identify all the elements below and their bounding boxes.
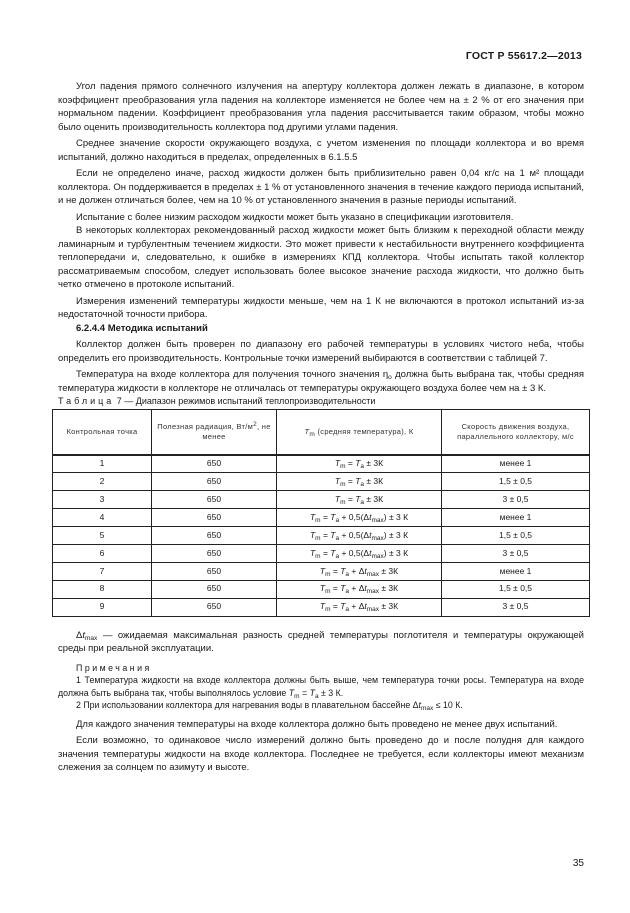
cell-mean-temperature-formula: $T_m = T_a + 0,5(\Delta t_{max}) \pm 3$ К (277, 509, 442, 527)
paragraph-flow-rate: Если не определено иначе, расход жидкости должен быть приблизительно равен 0,04 кг/с на 1 м² площади коллектора. Он поддерживается в пределах ± 1 % от установленного значения в течение каждого периода испытаний, и не должен отличаться более, чем на 10 % от установленного значения в разные периоды испытаний. (58, 168, 584, 206)
notes-title: Примечания (76, 662, 152, 673)
table-row (53, 527, 590, 545)
table-caption: Таблица 7 — Диапазон режимов испытаний теплопроизводительности (58, 396, 376, 406)
cell-control-point: 8 (53, 580, 152, 598)
paragraph-two-tests: Для каждого значения температуры на входе коллектора должно быть проведено не менее двух испытаний. (76, 718, 558, 730)
page-number: 35 (572, 858, 584, 869)
note-1: 1 Температура жидкости на входе коллектора должны быть выше, чем температура точки росы. Температура на входе должна быть выбрана так, чтобы выполнялось условие $T_m = T_a \pm 3$ К. (58, 675, 584, 700)
table-row (53, 473, 590, 491)
cell-radiation: 650 (152, 491, 277, 509)
cell-mean-temperature-formula: $T_m = T_a + 0,5(\Delta t_{max}) \pm 3$ К (277, 527, 442, 545)
table-row (53, 580, 590, 598)
cell-radiation: 650 (152, 473, 277, 491)
table-row (53, 544, 590, 562)
cell-mean-temperature-formula: $T_m = T_a \pm 3К$ (277, 473, 442, 491)
cell-air-speed: 1,5 ± 0,5 (442, 527, 590, 545)
cell-radiation: 650 (152, 509, 277, 527)
table-header-row (53, 409, 590, 455)
cell-control-point: 2 (53, 473, 152, 491)
cell-radiation: 650 (152, 527, 277, 545)
cell-mean-temperature-formula: $T_m = T_a \pm 3К$ (277, 455, 442, 473)
cell-air-speed: 1,5 ± 0,5 (442, 473, 590, 491)
paragraph-measurement-precision: Измерения изменений температуры жидкости меньше, чем на 1 К не включаются в протокол испытаний из-за недостаточной точности прибора. (58, 295, 584, 320)
page-body (58, 80, 584, 775)
cell-control-point: 6 (53, 544, 152, 562)
cell-mean-temperature-formula: $T_m = T_a + \Delta t_{max} \pm 3К$ (277, 598, 442, 616)
cell-air-speed: 1,5 ± 0,5 (442, 580, 590, 598)
paragraph-low-flow: Испытание с более низким расходом жидкости может быть указано в спецификации изготовителя. (76, 211, 514, 223)
standard-header: ГОСТ Р 55617.2—2013 (465, 50, 582, 62)
cell-control-point: 3 (53, 491, 152, 509)
delta-t-definition: $\Delta t_{max}$ — ожидаемая максимальная разность средней температуры поглотителя и температуры окружающей среды при реальной эксплуатации. (58, 629, 584, 655)
cell-mean-temperature-formula: $T_m = T_a + \Delta t_{max} \pm 3К$ (277, 580, 442, 598)
paragraph-test-range: Коллектор должен быть проверен по диапазону его рабочей температуры в условиях чистого неба, чтобы определить его производительность. Контрольные точки измерений выбираются в соответствии с таблицей 7. (58, 339, 584, 364)
cell-control-point: 9 (53, 598, 152, 616)
cell-mean-temperature-formula: $T_m = T_a + 0,5(\Delta t_{max}) \pm 3$ К (277, 544, 442, 562)
header-control-point: Контрольная точка (53, 409, 152, 455)
cell-mean-temperature-formula: $T_m = T_a \pm 3К$ (277, 491, 442, 509)
cell-radiation: 650 (152, 455, 277, 473)
paragraph-laminar-flow: В некоторых коллекторах рекомендованный расход жидкости может быть близким к переходной области между ламинарным и турбулентным течением жидкости. Это может привести к нестабильности внутреннего коэффициента теплопередачи и, следовательно, к ошибке в измерениях КПД коллектора. Чтобы испытать такой коллектор рассматриваемым способом, следует использовать более высокое значение расхода жидкости, что должно быть четко отмечено в протоколе испытаний. (58, 225, 584, 290)
cell-radiation: 650 (152, 544, 277, 562)
cell-air-speed: 3 ± 0,5 (442, 491, 590, 509)
cell-air-speed: менее 1 (442, 562, 590, 580)
header-radiation: Полезная радиация, $Вт/м^2$, не менее (152, 409, 277, 455)
cell-radiation: 650 (152, 580, 277, 598)
cell-air-speed: менее 1 (442, 509, 590, 527)
notes-block (58, 662, 584, 712)
cell-air-speed: 3 ± 0,5 (442, 598, 590, 616)
cell-control-point: 4 (53, 509, 152, 527)
table-row (53, 509, 590, 527)
table-row (53, 598, 590, 616)
test-conditions-table (52, 409, 590, 617)
paragraph-before-after-noon: Если возможно, то одинаковое число измерений должно быть проведено до и после полудня для каждого значения температуры жидкости на входе коллектора. Последнее не требуется, если коллекторы имеют механизм слежения за солнцем по азимуту и высоте. (58, 735, 584, 774)
cell-radiation: 650 (152, 562, 277, 580)
cell-control-point: 1 (53, 455, 152, 473)
header-air-speed: Скорость движения воздуха, параллельного коллектору, м/с (442, 409, 590, 455)
cell-control-point: 7 (53, 562, 152, 580)
cell-control-point: 5 (53, 527, 152, 545)
paragraph-inlet-temperature: Температура на входе коллектора для получения точного значения $\eta_o$ должна быть выбрана так, чтобы средняя температура жидкости в коллекторе не отличалась от температуры окружающего воздуха более чем на ± 3 К. (58, 369, 584, 394)
cell-radiation: 650 (152, 598, 277, 616)
paragraph-air-speed: Среднее значение скорости окружающего воздуха, с учетом изменения по площади коллектора и во время испытаний, должно находиться в пределах, определенных в 6.1.5.5 (58, 138, 584, 163)
header-mean-temperature: $T_m$ (средняя температура), К (277, 409, 442, 455)
cell-air-speed: менее 1 (442, 455, 590, 473)
table-row (53, 562, 590, 580)
note-2: 2 При использовании коллектора для нагревания воды в плавательном бассейне $\Delta t_{max} \le 10$ К. (76, 700, 463, 713)
table-body (53, 455, 590, 617)
section-heading: 6.2.4.4 Методика испытаний (76, 322, 208, 334)
paragraph-incidence-angle: Угол падения прямого солнечного излучения на апертуру коллектора должен лежать в диапазоне, в котором коэффициент преобразования угла падения на коллекторе изменяется не более чем на ± 2 % от его значения при нормальном падении. Коэффициент преобразования угла падения рассчитывается таким образом, чтобы можно было оценить производительность коллектора под другими углами падения. (58, 81, 584, 133)
cell-mean-temperature-formula: $T_m = T_a + \Delta t_{max} \pm 3К$ (277, 562, 442, 580)
table-row (53, 491, 590, 509)
cell-air-speed: 3 ± 0,5 (442, 544, 590, 562)
table-row (53, 455, 590, 473)
